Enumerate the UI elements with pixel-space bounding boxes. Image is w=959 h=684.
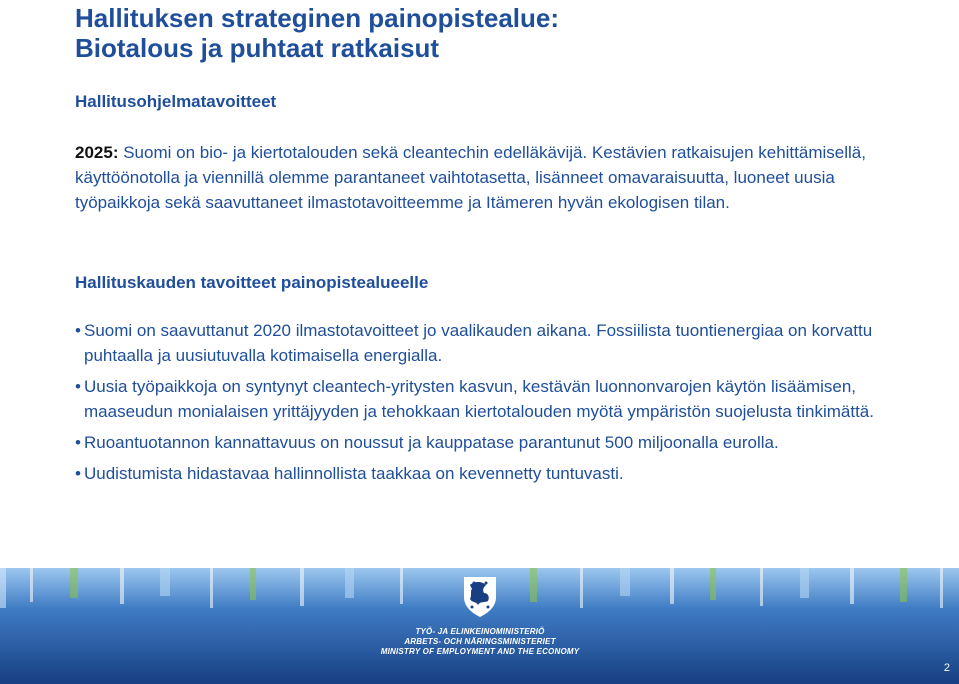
list-item-text: Suomi on saavuttanut 2020 ilmastotavoitteet jo vaalikauden aikana. Fossiilista tuontienergiaa on korvattu puhtaalla ja uusiutuvalla kotimaisella energialla. [84, 321, 873, 365]
ministry-name-fi: TYÖ- JA ELINKEINOMINISTERIÖ [415, 627, 545, 636]
list-item [75, 430, 885, 455]
list-item [75, 318, 885, 368]
ministry-name-sv: ARBETS- OCH NÄRINGSMINISTERIET [404, 637, 556, 646]
list-item [75, 374, 885, 424]
page-number: 2 [943, 662, 950, 674]
bullet-icon: • [75, 433, 81, 452]
title-line-1: Hallituksen strateginen painopistealue: [75, 3, 559, 33]
bullet-icon: • [75, 321, 81, 340]
term-goals-list [75, 318, 885, 492]
title-line-2: Biotalous ja puhtaat ratkaisut [75, 33, 440, 63]
goal-paragraph [75, 140, 875, 215]
goal-text: Suomi on bio- ja kiertotalouden sekä cleantechin edelläkävijä. Kestävien ratkaisujen kehittämisellä, käyttöönotolla ja viennillä olemme parantaneet vaihtotasetta, lisänneet omavaraisuutta, luoneet uusia työpaikkoja sekä saavuttaneet ilmastotavoitteemme ja Itämeren hyvän ekologisen tilan. [75, 143, 866, 212]
bullet-icon: • [75, 377, 81, 396]
list-item-text: Uudistumista hidastavaa hallinnollista taakkaa on kevennetty tuntuvasti. [84, 464, 624, 483]
ministry-name-block [300, 627, 660, 657]
section-heading-term-goals: Hallituskauden tavoitteet painopistealueelle [75, 273, 429, 292]
list-item [75, 461, 885, 486]
goal-year: 2025: [75, 143, 119, 162]
finnish-lion-crest-icon [460, 573, 500, 618]
ministry-name-en: MINISTRY OF EMPLOYMENT AND THE ECONOMY [380, 647, 580, 656]
list-item-text: Ruoantuotannon kannattavuus on noussut ja kauppatase parantunut 500 miljoonalla eurolla. [84, 433, 779, 452]
slide-title [75, 3, 935, 63]
section-heading-goals: Hallitusohjelmatavoitteet [75, 92, 277, 111]
bullet-icon: • [75, 464, 81, 483]
list-item-text: Uusia työpaikkoja on syntynyt cleantech-yritysten kasvun, kestävän luonnonvarojen käytön lisäämisen, maaseudun monialaisen yrittäjyyden ja tehokkaan kiertotalouden myötä ympäristön suojelusta tinkimättä. [84, 377, 874, 421]
